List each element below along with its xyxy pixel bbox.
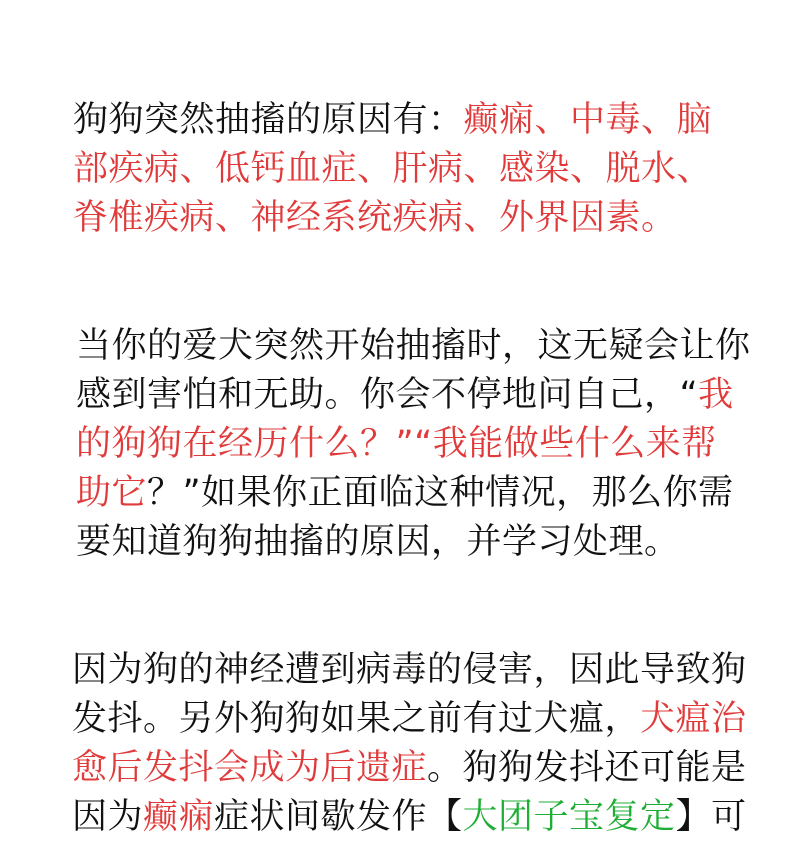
paragraph-line — [72, 744, 762, 793]
paragraph-line — [73, 96, 743, 145]
product-name-text: 大团子宝复定 — [462, 797, 676, 837]
paragraph-line — [76, 469, 756, 518]
highlight-text: 癫痫 — [143, 797, 215, 837]
paragraph-line — [76, 371, 756, 420]
text-run: 症状间歇发作【 — [214, 797, 463, 837]
text-run: 感到害怕和无助。你会不停地问自己，“ — [76, 375, 699, 415]
highlight-text: 我 — [698, 375, 734, 415]
highlight-text: 助它 — [76, 473, 148, 513]
paragraph-line — [72, 695, 762, 744]
highlight-text: 癫痫、中毒、脑 — [463, 100, 713, 140]
text-run: 。狗狗发抖还可能是 — [427, 748, 747, 788]
paragraph-worry — [76, 322, 756, 567]
text-run: 要知道狗狗抽搐的原因，并学习处理。 — [76, 522, 680, 562]
highlight-text: 犬瘟治 — [640, 699, 747, 739]
text-run: 狗狗突然抽搐的原因有： — [73, 100, 464, 140]
paragraph-virus — [72, 646, 762, 842]
text-run: 发抖。另外狗狗如果之前有过犬瘟， — [72, 699, 641, 739]
text-run: 】可 — [675, 797, 747, 837]
text-run: 当你的爱犬突然开始抽搐时，这无疑会让你 — [76, 326, 751, 366]
text-run: ？”如果你正面临这种情况，那么你需 — [147, 473, 734, 513]
paragraph-line — [72, 793, 762, 842]
highlight-text: 脊椎疾病、神经系统疾病、外界因素。 — [73, 198, 677, 238]
text-run: 因为狗的神经遭到病毒的侵害，因此导致狗 — [72, 650, 747, 690]
highlight-text: 的狗狗在经历什么？”“我能做些什么来帮 — [76, 424, 717, 464]
highlight-text: 部疾病、低钙血症、肝病、感染、脱水、 — [73, 149, 713, 189]
text-run: 因为 — [72, 797, 144, 837]
paragraph-causes — [73, 96, 743, 243]
highlight-text: 愈后发抖会成为后遗症 — [72, 748, 428, 788]
